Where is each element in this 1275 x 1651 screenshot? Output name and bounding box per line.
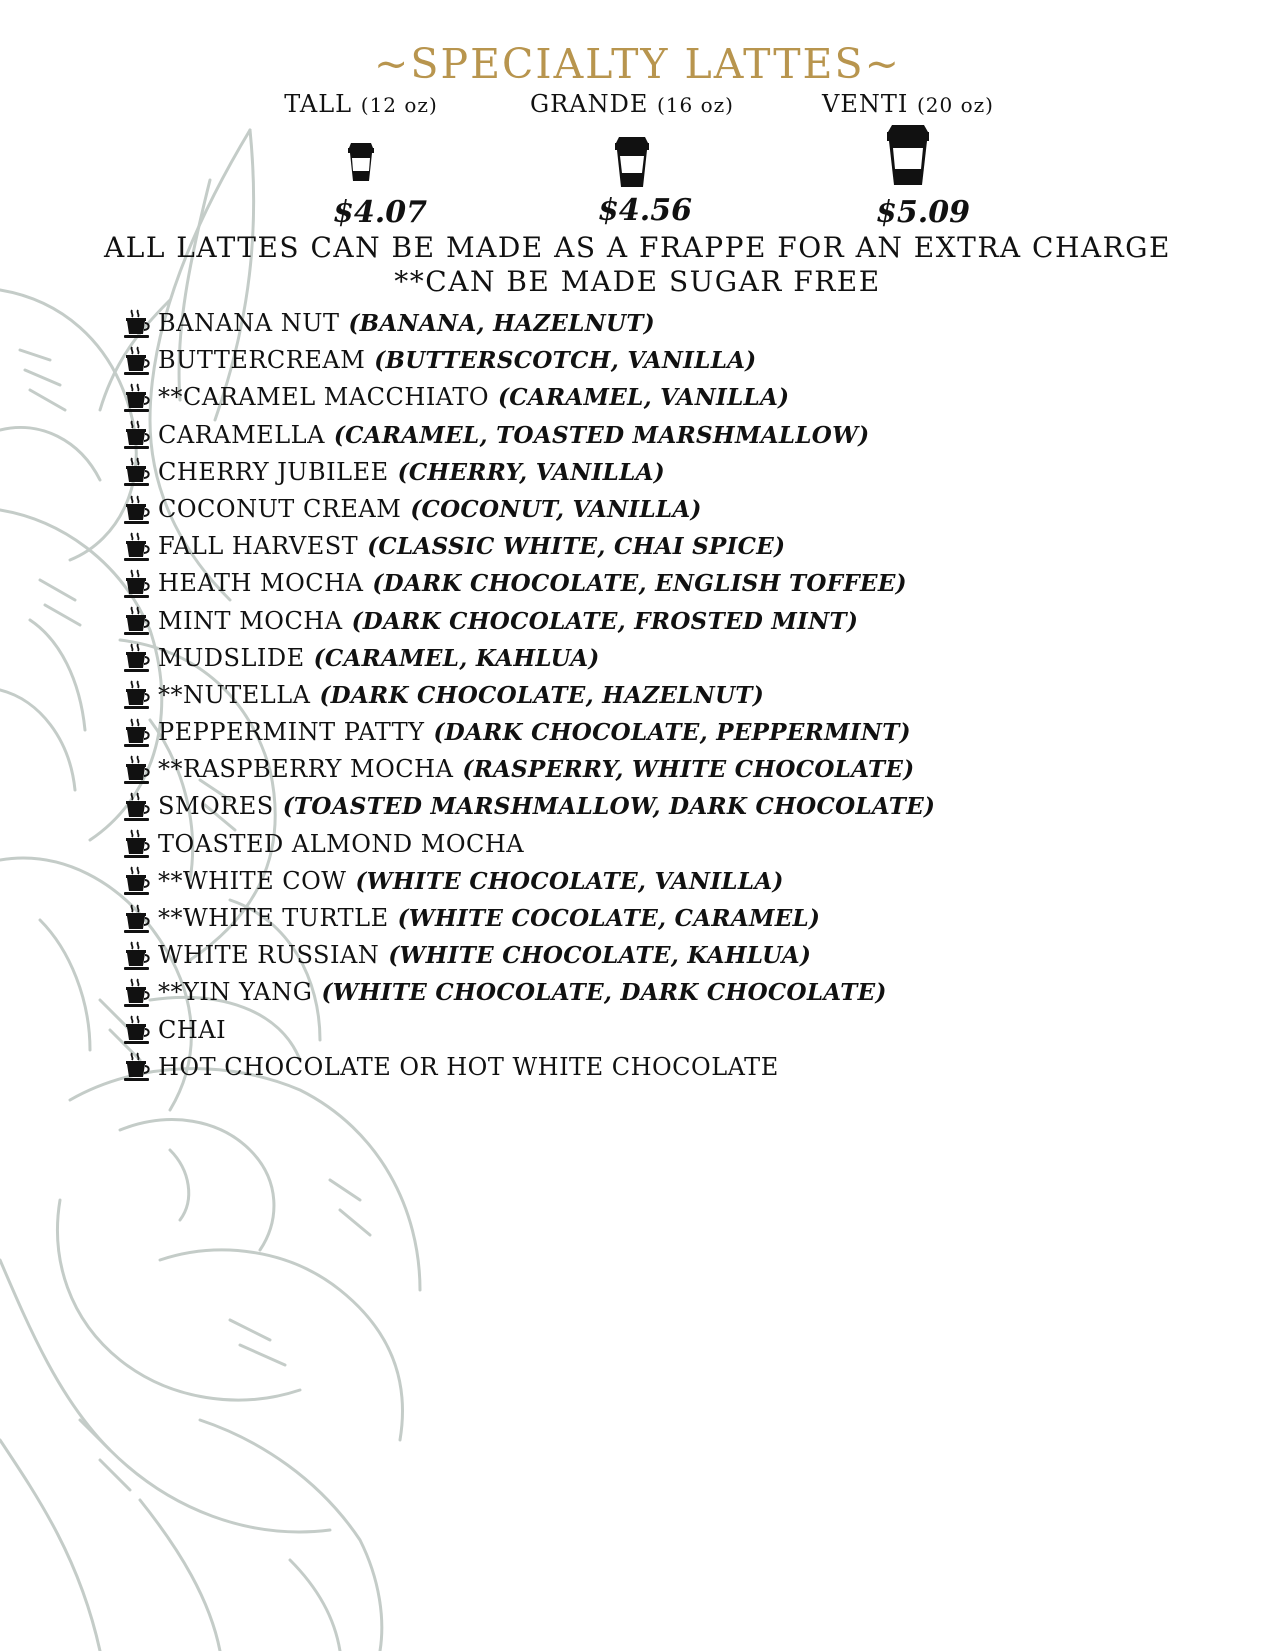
medium-cup-icon <box>612 134 652 190</box>
menu-item <box>124 342 935 379</box>
coffee-cup-icon <box>124 755 150 785</box>
menu-item-name: TOASTED ALMOND MOCHA <box>158 829 525 858</box>
coffee-cup-icon <box>124 718 150 748</box>
menu-item <box>124 788 935 825</box>
coffee-cup-icon <box>124 866 150 896</box>
menu-item-name: BANANA NUT <box>158 309 340 337</box>
price-grande: $4.56 <box>598 193 692 228</box>
menu-item <box>124 565 935 602</box>
price-tall: $4.07 <box>333 195 427 230</box>
menu-item-ingredients: (DARK CHOCOLATE, PEPPERMINT) <box>433 719 911 747</box>
menu-item <box>124 603 935 640</box>
menu-item-name: PEPPERMINT PATTY <box>158 718 425 747</box>
menu-item <box>124 826 935 863</box>
coffee-cup-icon <box>124 569 150 599</box>
size-oz: (20 oz) <box>916 93 994 117</box>
coffee-cup-icon <box>124 941 150 971</box>
menu-item-name: MINT MOCHA <box>158 606 343 635</box>
coffee-cup-icon <box>124 346 150 376</box>
menu-item-name: MUDSLIDE <box>158 643 305 672</box>
size-venti <box>788 90 1028 188</box>
menu-title: ~SPECIALTY LATTES~ <box>374 40 901 88</box>
menu-item-ingredients: (WHITE CHOCOLATE, VANILLA) <box>355 867 784 895</box>
menu-item-name: **CARAMEL MACCHIATO <box>158 383 490 412</box>
menu-item-name: **RASPBERRY MOCHA <box>158 755 454 784</box>
coffee-cup-icon <box>124 383 150 413</box>
menu-item-name: HOT CHOCOLATE OR HOT WHITE CHOCOLATE <box>158 1052 779 1081</box>
coffee-cup-icon <box>124 680 150 710</box>
coffee-cup-icon <box>124 829 150 859</box>
menu-item <box>124 1012 935 1049</box>
menu-item-ingredients: (DARK CHOCOLATE, FROSTED MINT) <box>351 607 859 635</box>
size-name: GRANDE <box>530 90 649 118</box>
coffee-cup-icon <box>124 495 150 525</box>
size-name: TALL <box>284 90 353 118</box>
menu-item-name: WHITE RUSSIAN <box>158 941 380 970</box>
menu-item-ingredients: (BUTTERSCOTCH, VANILLA) <box>374 347 757 375</box>
price-venti: $5.09 <box>876 195 970 230</box>
menu-item-name: BUTTERCREAM <box>158 346 366 375</box>
menu-item <box>124 454 935 491</box>
menu-item-name: **YIN YANG <box>158 978 313 1007</box>
menu-item-name: COCONUT CREAM <box>158 494 402 523</box>
menu-item-name: FALL HARVEST <box>158 532 359 561</box>
size-grande <box>512 90 752 190</box>
menu-item-ingredients: (CHERRY, VANILLA) <box>397 458 665 486</box>
coffee-cup-icon <box>124 978 150 1008</box>
coffee-cup-icon <box>124 457 150 487</box>
coffee-cup-icon <box>124 309 150 339</box>
menu-item <box>124 677 935 714</box>
size-name: VENTI <box>822 90 909 118</box>
menu-item <box>124 491 935 528</box>
large-cup-icon <box>884 122 932 188</box>
frappe-note: ALL LATTES CAN BE MADE AS A FRAPPE FOR AN EXTRA CHARGE <box>104 231 1171 264</box>
coffee-cup-icon <box>124 643 150 673</box>
menu-item <box>124 528 935 565</box>
menu-item <box>124 751 935 788</box>
coffee-cup-icon <box>124 420 150 450</box>
menu-item-ingredients: (CARAMEL, KAHLUA) <box>313 644 600 672</box>
menu-item-ingredients: (CLASSIC WHITE, CHAI SPICE) <box>367 533 786 561</box>
menu-item-name: SMORES <box>158 792 274 821</box>
size-oz: (16 oz) <box>656 93 734 117</box>
menu-item <box>124 937 935 974</box>
menu-item <box>124 900 935 937</box>
size-oz: (12 oz) <box>360 93 438 117</box>
sugar-free-note: **CAN BE MADE SUGAR FREE <box>394 265 881 298</box>
menu-item-name: **WHITE COW <box>158 866 347 895</box>
menu-item <box>124 714 935 751</box>
menu-item-ingredients: (DARK CHOCOLATE, HAZELNUT) <box>319 681 765 709</box>
menu-item-ingredients: (RASPERRY, WHITE CHOCOLATE) <box>462 756 915 784</box>
menu-item-name: **NUTELLA <box>158 680 311 709</box>
menu-item <box>124 640 935 677</box>
menu-item-ingredients: (CARAMEL, VANILLA) <box>498 384 790 412</box>
menu-item-name: **WHITE TURTLE <box>158 904 389 932</box>
menu-item-name: HEATH MOCHA <box>158 569 364 598</box>
menu-item <box>124 974 935 1011</box>
menu-item <box>124 863 935 900</box>
menu-item-ingredients: (BANANA, HAZELNUT) <box>348 310 655 337</box>
menu-item <box>124 305 935 342</box>
coffee-cup-icon <box>124 1015 150 1045</box>
coffee-cup-icon <box>124 904 150 934</box>
menu-item <box>124 417 935 454</box>
menu-item-name: CHAI <box>158 1015 227 1044</box>
latte-list <box>124 305 935 1086</box>
coffee-cup-icon <box>124 532 150 562</box>
menu-item-name: CHERRY JUBILEE <box>158 457 389 486</box>
menu-item-ingredients: (CARAMEL, TOASTED MARSHMALLOW) <box>333 421 870 449</box>
coffee-cup-icon <box>124 792 150 822</box>
small-cup-icon <box>345 140 377 184</box>
coffee-cup-icon <box>124 1052 150 1082</box>
coffee-cup-icon <box>124 606 150 636</box>
menu-item-ingredients: (WHITE CHOCOLATE, KAHLUA) <box>388 942 812 970</box>
menu-item <box>124 1049 935 1086</box>
menu-item-ingredients: (TOASTED MARSHMALLOW, DARK CHOCOLATE) <box>282 793 936 821</box>
menu-item-ingredients: (WHITE COCOLATE, CARAMEL) <box>397 905 821 932</box>
menu-item-name: CARAMELLA <box>158 420 325 449</box>
size-tall <box>241 90 481 184</box>
menu-item <box>124 379 935 416</box>
menu-item-ingredients: (DARK CHOCOLATE, ENGLISH TOFFEE) <box>372 570 907 598</box>
menu-item-ingredients: (WHITE CHOCOLATE, DARK CHOCOLATE) <box>321 979 887 1007</box>
menu-item-ingredients: (COCONUT, VANILLA) <box>410 495 702 523</box>
